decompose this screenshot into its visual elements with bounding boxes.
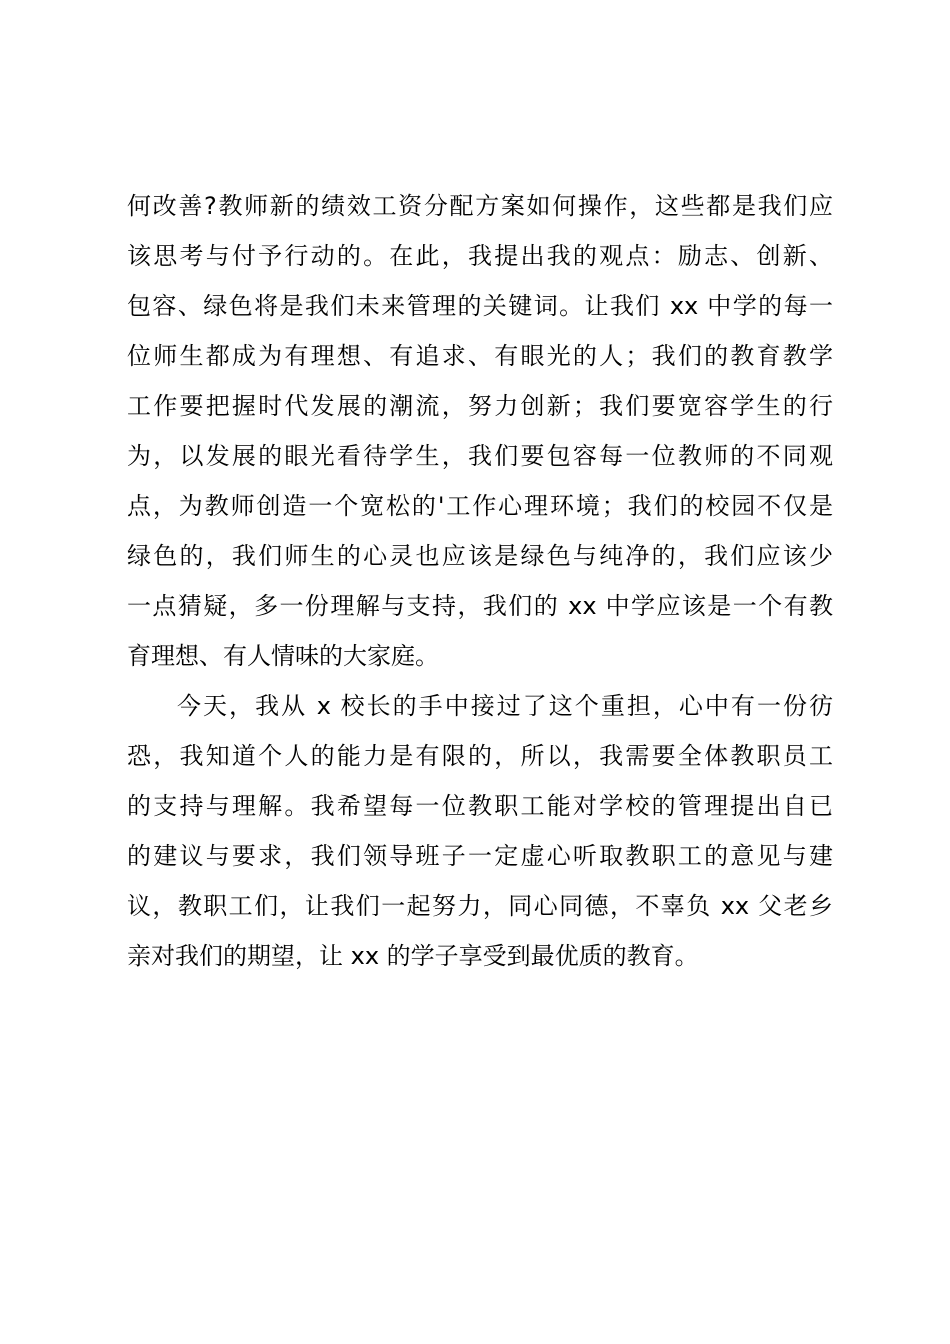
text-line: 位师生都成为有理想、有追求、有眼光的人；我们的教育教学 — [127, 342, 833, 370]
text-line: 工作要把握时代发展的潮流，努力创新；我们要宽容学生的行 — [127, 392, 833, 420]
text-line: 为，以发展的眼光看待学生，我们要包容每一位教师的不同观 — [127, 442, 833, 470]
text-line: 的支持与理解。我希望每一位教职工能对学校的管理提出自已 — [127, 792, 833, 820]
text-line: 绿色的，我们师生的心灵也应该是绿色与纯净的，我们应该少 — [127, 542, 833, 570]
text-line: 亲对我们的期望，让 xx 的学子享受到最优质的教育。 — [127, 942, 699, 970]
text-line: 该思考与付予行动的。在此，我提出我的观点：励志、创新、 — [127, 242, 833, 270]
text-line: 包容、绿色将是我们未来管理的关键词。让我们 xx 中学的每一 — [127, 292, 833, 320]
text-line: 的建议与要求，我们领导班子一定虚心听取教职工的意见与建 — [127, 842, 833, 870]
text-line: 点，为教师创造一个宽松的'工作心理环境；我们的校园不仅是 — [127, 492, 833, 520]
text-line: 今天，我从 x 校长的手中接过了这个重担，心中有一份彷 — [177, 692, 833, 720]
text-line: 何改善?教师新的绩效工资分配方案如何操作，这些都是我们应 — [127, 192, 833, 220]
text-line: 恐，我知道个人的能力是有限的，所以，我需要全体教职员工 — [127, 742, 833, 770]
text-line: 议，教职工们，让我们一起努力，同心同德，不辜负 xx 父老乡 — [127, 892, 833, 920]
text-line: 育理想、有人情味的大家庭。 — [127, 642, 439, 670]
text-line: 一点猜疑，多一份理解与支持，我们的 xx 中学应该是一个有教 — [127, 592, 833, 620]
